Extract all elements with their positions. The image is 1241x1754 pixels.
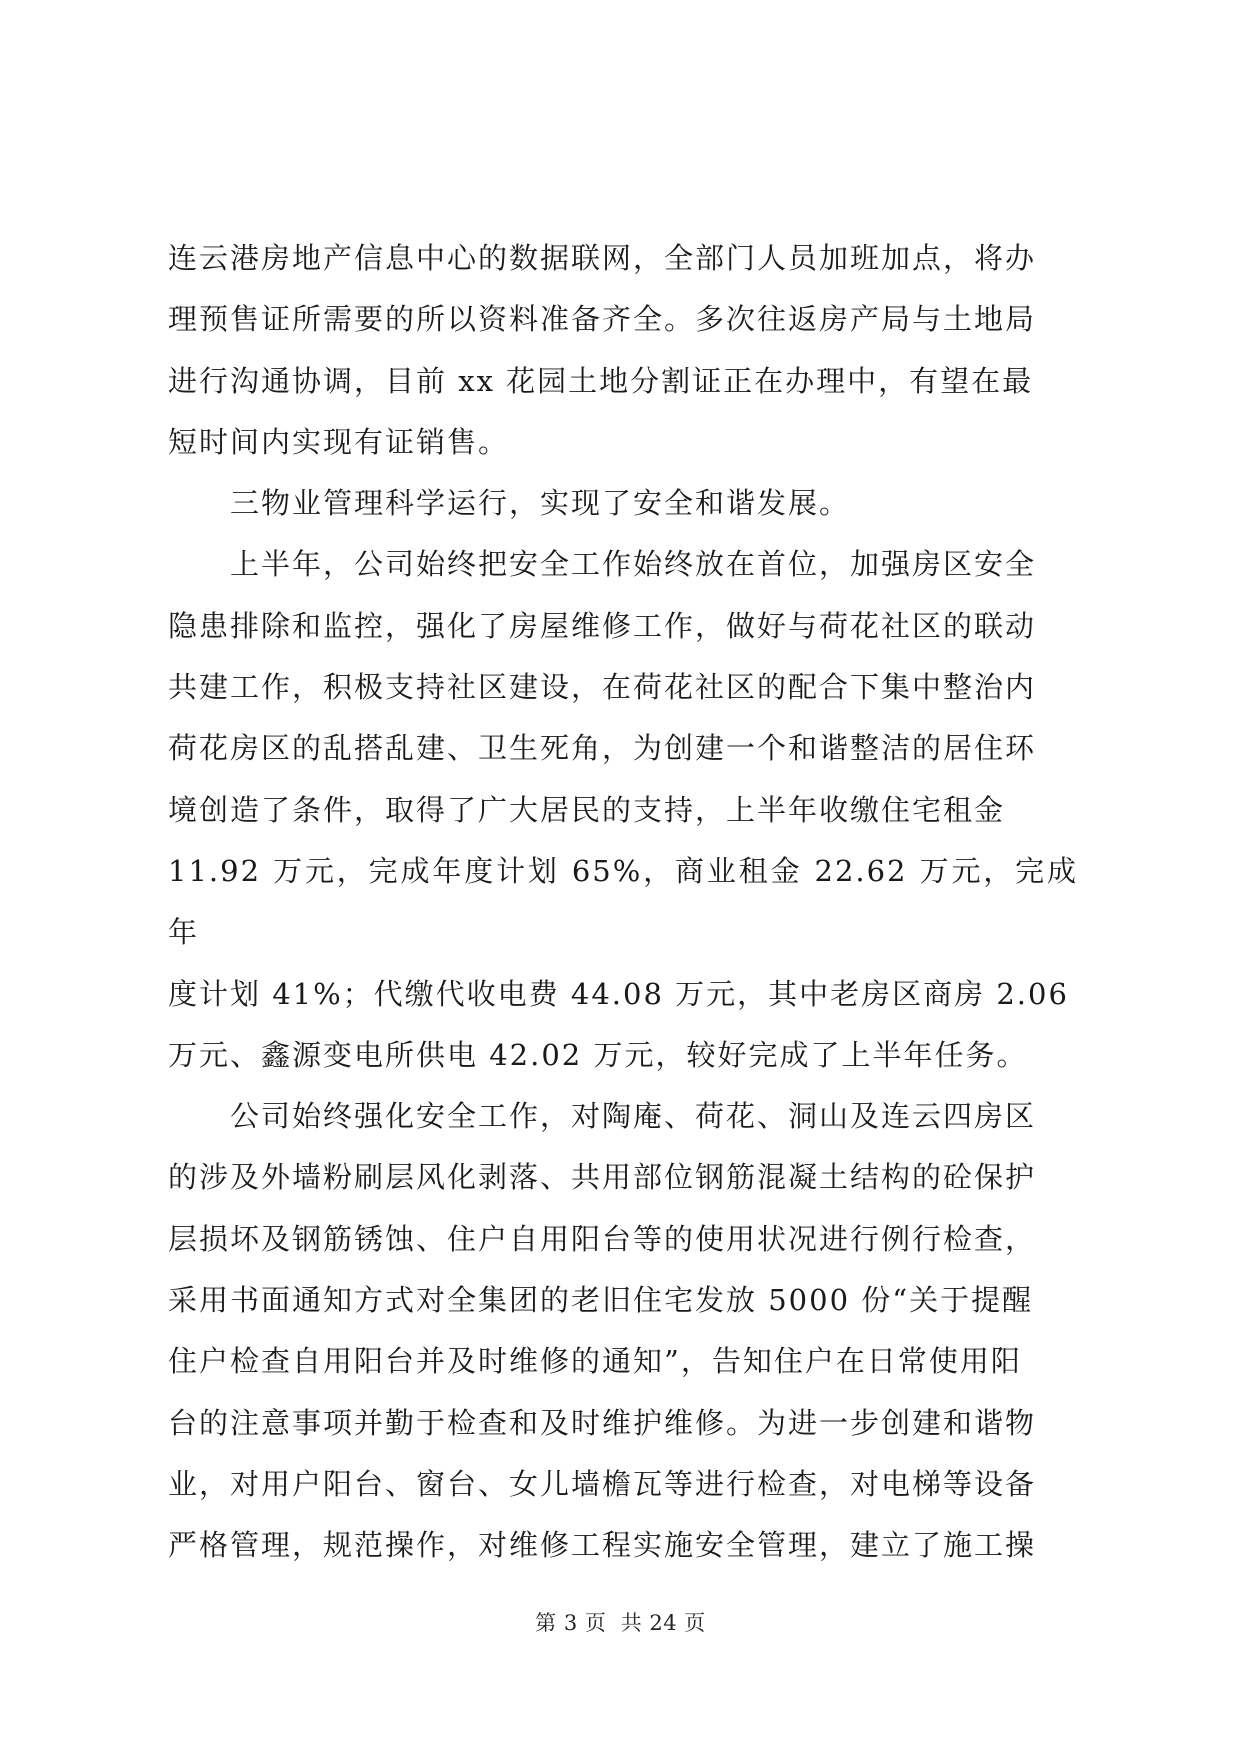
text-line: 境创造了条件，取得了广大居民的支持，上半年收缴住宅租金 (168, 792, 1006, 827)
paragraph-2-heading (168, 473, 1078, 534)
text-line: 11.92 万元，完成年度计划 65%，商业租金 22.62 万元，完成年 (168, 853, 1078, 950)
text-line: 台的注意事项并勤于检查和及时维护维修。为进一步创建和谐物 (168, 1405, 1037, 1440)
text-line: 度计划 41%；代缴代收电费 44.08 万元，其中老房区商房 2.06 (168, 976, 1069, 1011)
text-line: 荷花房区的乱搭乱建、卫生死角，为创建一个和谐整洁的居住环 (168, 731, 1037, 766)
text-line: 隐患排除和监控，强化了房屋维修工作，做好与荷花社区的联动 (168, 608, 1037, 643)
text-line: 短时间内实现有证销售。 (168, 424, 510, 459)
text-line: 万元、鑫源变电所供电 42.02 万元，较好完成了上半年任务。 (168, 1037, 1028, 1072)
text-line: 上半年，公司始终把安全工作始终放在首位，加强房区安全 (230, 547, 1037, 582)
text-line: 公司始终强化安全工作，对陶庵、荷花、洞山及连云四房区 (230, 1099, 1037, 1134)
text-line: 共建工作，积极支持社区建设，在荷花社区的配合下集中整治内 (168, 670, 1037, 705)
page-number-label: 第 3 页 共 24 页 (535, 1611, 706, 1635)
page-footer (0, 1607, 1241, 1637)
text-line: 连云港房地产信息中心的数据联网，全部门人员加班加点，将办 (168, 241, 1037, 275)
text-line: 住户检查自用阳台并及时维修的通知”，告知住户在日常使用阳 (168, 1344, 1022, 1379)
text-line: 严格管理，规范操作，对维修工程实施安全管理，建立了施工操 (168, 1528, 1037, 1563)
paragraph-1 (168, 228, 1078, 473)
text-line: 采用书面通知方式对全集团的老旧住宅发放 5000 份“关于提醒 (168, 1283, 1034, 1318)
text-line: 的涉及外墙粉刷层风化剥落、共用部位钢筋混凝土结构的砼保护 (168, 1160, 1037, 1195)
paragraph-3 (168, 534, 1078, 1086)
text-line: 理预售证所需要的所以资料准备齐全。多次往返房产局与土地局 (168, 302, 1037, 337)
text-line: 进行沟通协调，目前 xx 花园土地分割证正在办理中，有望在最 (168, 363, 1034, 398)
text-line: 业，对用户阳台、窗台、女儿墙檐瓦等进行检查，对电梯等设备 (168, 1466, 1037, 1501)
text-line: 三物业管理科学运行，实现了安全和谐发展。 (230, 486, 851, 521)
paragraph-4 (168, 1086, 1078, 1576)
text-line: 层损坏及钢筋锈蚀、住户自用阳台等的使用状况进行例行检查， (168, 1221, 1037, 1256)
document-body (168, 228, 1078, 1577)
